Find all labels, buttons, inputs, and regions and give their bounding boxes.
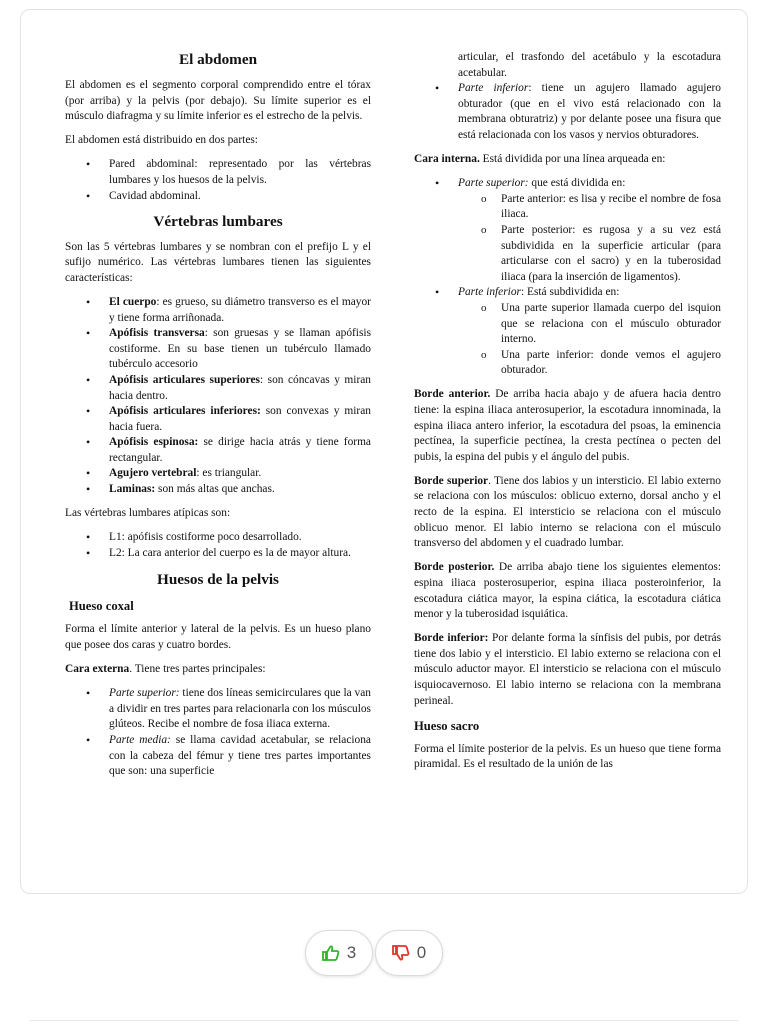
list-item: [65, 404, 371, 435]
term: Parte superior:: [458, 177, 529, 190]
list-item: [65, 466, 371, 482]
bullet-list: [414, 176, 721, 379]
term: Apófisis espinosa:: [109, 436, 199, 449]
term: Parte media:: [109, 734, 171, 746]
heading-vertebras-lumbares: Vértebras lumbares: [153, 212, 283, 230]
paragraph: Forma el límite anterior y lateral de la pelvis. Es un hueso plano que posee dos caras y cuatro bordes.: [65, 623, 371, 652]
paragraph: Las vértebras lumbares atípicas son:: [65, 507, 231, 520]
heading-hueso-sacro: Hueso sacro: [414, 718, 480, 733]
term: Agujero vertebral: [109, 467, 197, 480]
list-item: [65, 482, 371, 498]
paragraph: Son las 5 vértebras lumbares y se nombran con el prefijo L y el sufijo numérico. Las vértebras lumbares tienen las siguientes características:: [65, 240, 371, 284]
definition: : es grueso, su diámetro transverso es el mayor y tiene forma arriñonada.: [109, 295, 371, 324]
definition: son convexas y miran hacia fuera.: [109, 405, 371, 433]
list-item: [65, 733, 371, 780]
definition: tiene dos líneas semicirculares que la van a dividir en tres partes para relacionarla con los músculos glúteos. Recibe el nombre de fosa iliaca externa.: [109, 687, 371, 731]
paragraph: [414, 387, 721, 465]
term: Parte inferior: [458, 286, 521, 299]
list-item: [65, 295, 371, 326]
bullet-list: [65, 530, 371, 561]
list-item: [65, 326, 371, 373]
definition: Está dividida por una línea arqueada en:: [479, 153, 666, 166]
vote-bar: [305, 930, 443, 976]
definition: De arriba abajo tiene los siguientes elementos: espina iliaca posterosuperior, espina iliaca posteroinferior, la escotadura ciática mayor, la espina ciática, la escotadura ciática menor y la tuberosidad isquiática.: [414, 561, 721, 621]
divider: [30, 1020, 738, 1021]
list-item: • Pared abdominal: representado por las vértebras lumbares y los huesos de la pelvis.: [65, 157, 371, 188]
definition: : Está subdividida en:: [520, 286, 620, 299]
bullet-list: [65, 686, 371, 780]
list-item: [414, 176, 721, 285]
term: Borde posterior.: [414, 561, 495, 574]
term: Borde inferior:: [414, 632, 489, 645]
definition: Por delante forma la sínfisis del pubis, por detrás tiene dos labio y el intersticio. El labio externo se relaciona con el músculo aductor mayor. El intersticio se relaciona con el músculo isquiocavernoso. El labio interno se relaciona con la membrana perineal.: [414, 632, 721, 707]
list-item: [65, 373, 371, 404]
bullet-list: [414, 81, 721, 143]
list-item-continuation: articular, el trasfondo del acetábulo y la escotadura acetabular.: [458, 51, 721, 79]
paragraph: El abdomen está distribuido en dos partes:: [65, 134, 258, 147]
paragraph: [414, 152, 721, 168]
definition: . Tiene tres partes principales:: [129, 663, 266, 676]
term: Apófisis articulares inferiores:: [109, 405, 261, 418]
term: Cara interna.: [414, 153, 480, 166]
list-item: [414, 285, 721, 379]
thumbs-down-icon: [392, 945, 410, 961]
list-item: [65, 435, 371, 466]
definition: : tiene un agujero llamado agujero obturador (que en el vivo está relacionado con la membrana obturatriz) y por delante posee una fisura que está relacionada con los vasos y nervios obturadores.: [458, 82, 721, 141]
term: Parte superior:: [109, 687, 180, 700]
definition: De arriba hacia abajo y de afuera hacia dentro tiene: la espina iliaca anterosuperior, la escotadura innominada, la espina iliaca antero inferior, la escotadura del psoas, la eminencia pectínea, la superficie pectínea, la cresta pectínea o pecten del pubis, la espina del pubis y el ángulo del pubis.: [414, 388, 721, 463]
paragraph: Forma el límite posterior de la pelvis. Es un hueso que tiene forma piramidal. Es el resultado de la unión de las: [414, 742, 721, 771]
list-item: • L1: apófisis costiforme poco desarrollado.: [65, 530, 371, 546]
definition: : es triangular.: [196, 467, 262, 480]
paragraph: [414, 631, 721, 709]
heading-hueso-coxal: Hueso coxal: [69, 599, 134, 614]
downvote-count: 0: [416, 943, 427, 962]
sub-list-item: o Parte anterior: es lisa y recibe el nombre de fosa iliaca.: [458, 192, 721, 223]
paragraph: [65, 662, 371, 678]
sub-list: [458, 192, 721, 286]
term: Borde superior: [414, 474, 489, 487]
definition: : son gruesas y se llaman apófisis costiforme. En su base tienen un tubérculo llamado tubérculo accesorio: [109, 327, 371, 371]
upvote-button[interactable]: [305, 930, 373, 976]
definition: : son cóncavas y miran hacia dentro.: [109, 373, 371, 402]
term: Laminas:: [109, 483, 156, 496]
term: Borde anterior.: [414, 388, 491, 401]
term: Apófisis articulares superiores: [109, 373, 260, 386]
term: Apófisis transversa: [109, 327, 205, 340]
sub-list-item: o Una parte superior llamada cuerpo del isquion que se relaciona con el músculo obturador interno.: [458, 301, 721, 348]
definition: . Tiene dos labios y un intersticio. El labio externo se relaciona con los músculos: oblicuo externo, dorsal ancho y el recto de la espina. El intersticio se relaciona con el músculo oblicuo menor. El labio interno se relaciona con el músculo transverso del abdomen y el cuadrado lumbar.: [414, 474, 721, 550]
bullet-list: [65, 157, 371, 204]
list-item: • L2: La cara anterior del cuerpo es la de mayor altura.: [65, 546, 371, 562]
list-item: [65, 686, 371, 733]
downvote-button[interactable]: [375, 930, 443, 976]
term: El cuerpo: [109, 295, 157, 308]
heading-huesos-pelvis: Huesos de la pelvis: [157, 571, 279, 589]
paragraph: El abdomen es el segmento corporal comprendido entre el tórax (por arriba) y la pelvis (por debajo). Su límite superior es el músculo diafragma y su límite inferior es el estrecho de la pelvis.: [65, 79, 371, 123]
sub-list-item: o Una parte inferior: donde vemos el agujero obturador.: [458, 348, 721, 379]
document-page: [20, 9, 748, 894]
heading-abdomen: El abdomen: [178, 51, 258, 68]
paragraph: [414, 474, 721, 552]
definition: se dirige hacia atrás y tiene forma rectangular.: [109, 436, 371, 464]
left-column: [65, 51, 371, 788]
sub-list: [458, 301, 721, 379]
right-column: [414, 50, 721, 781]
term: Parte inferior: [458, 82, 529, 95]
thumbs-up-icon: [322, 945, 340, 961]
paragraph: [414, 560, 721, 622]
bullet-list: [65, 295, 371, 498]
term: Cara externa: [65, 663, 130, 676]
definition: se llama cavidad acetabular, se relaciona con la cabeza del fémur y tiene tres partes importantes que son: una superficie: [109, 734, 371, 778]
definition: que está dividida en:: [528, 177, 626, 190]
bullet-list: [414, 50, 721, 81]
list-item: [414, 81, 721, 143]
upvote-count: 3: [346, 943, 357, 962]
list-item: • Cavidad abdominal.: [65, 189, 371, 205]
definition: son más altas que anchas.: [155, 483, 275, 496]
sub-list-item: o Parte posterior: es rugosa y a su vez está subdividida en la superficie articular (para articularse con el sacro) y en la tuberosidad iliaca (para la inserción de ligamentos).: [458, 223, 721, 285]
